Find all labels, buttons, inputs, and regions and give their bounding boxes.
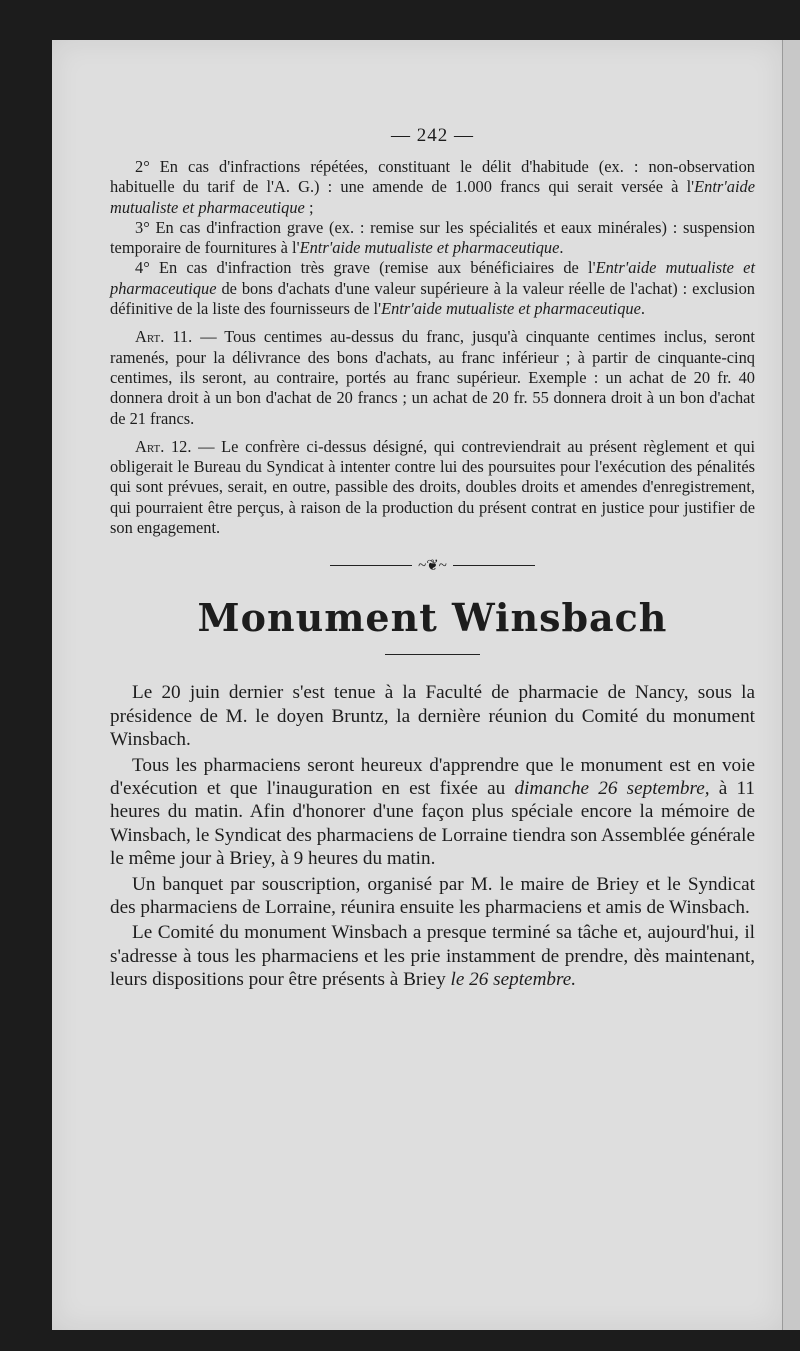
section-title: Monument Winsbach	[197, 595, 668, 641]
body-paragraph-1: Le 20 juin dernier s'est tenue à la Faculté de pharmacie de Nancy, sous la présidence de M. le doyen Bruntz, la dernière réunion du Comité du monument Winsbach.	[110, 682, 755, 751]
next-page-edge	[782, 40, 800, 1330]
article-body	[110, 681, 755, 991]
article-12: Art. 12. — Le confrère ci-dessus désigné, qui contreviendrait au présent règlement et qui obligerait le Bureau du Syndicat à intenter contre lui des poursuites pour l'exécution des pénalités qui sont prévues, serait, en outre, passible des droits, doubles droits et amendes d'enregistrement, qui pourraient être perçus, à raison de la production du présent contrat en justice pour justifier de son engagement.	[110, 436, 755, 538]
page-number: — 242 —	[391, 125, 474, 146]
regulation-text	[110, 157, 755, 538]
page-content	[110, 125, 755, 992]
paragraph-3: 3° En cas d'infraction grave (ex. : remise sur les spécialités et eaux minérales) : suspension temporaire de fournitures à l'Entr'aide mutualiste et pharmaceutique.	[110, 217, 755, 258]
fleuron-icon: ~❦~	[418, 558, 447, 575]
paragraph-2: 2° En cas d'infractions répétées, constituant le délit d'habitude (ex. : non-observation habituelle du tarif de l'A. G.) : une amende de 1.000 francs qui serait versée à l'Entr'aide mutualiste et pharmaceutique ;	[110, 157, 755, 217]
body-paragraph-2: Tous les pharmaciens seront heureux d'apprendre que le monument est en voie d'exécution et que l'inauguration en est fixée au dimanche 26 septembre, à 11 heures du matin. Afin d'honorer d'une façon plus spéciale encore la mémoire de Winsbach, le Syndicat des pharmaciens de Lorraine tiendra son Assemblée générale le même jour à Briey, à 9 heures du matin.	[110, 754, 755, 870]
article-11: Art. 11. — Tous centimes au-dessus du franc, jusqu'à cinquante centimes inclus, seront ramenés, pour la délivrance des bons d'achats, au franc inférieur ; à partir de cinquante-cinq centimes, ils seront, au contraire, portés au franc supérieur. Exemple : un achat de 20 fr. 40 donnera droit à un bon d'achat de 20 francs ; un achat de 20 fr. 55 donnera droit à un bon d'achat de 21 francs.	[110, 327, 755, 428]
paragraph-4: 4° En cas d'infraction très grave (remise aux bénéficiaires de l'Entr'aide mutualiste et pharmaceutique de bons d'achats d'une valeur supérieure à la valeur réelle de l'achat) : exclusion définitive de la liste des fournisseurs de l'Entr'aide mutualiste et pharmaceutique.	[110, 258, 755, 319]
body-paragraph-4: Le Comité du monument Winsbach a presque terminé sa tâche et, aujourd'hui, il s'adresse à tous les pharmaciens et les prie instamment de prendre, dès maintenant, leurs dispositions pour être présents à Briey le 26 septembre.	[110, 922, 755, 991]
title-rule	[385, 654, 480, 655]
ornamental-divider	[110, 556, 755, 575]
body-paragraph-3: Un banquet par souscription, organisé par M. le maire de Briey et le Syndicat des pharmaciens de Lorraine, réunira ensuite les pharmaciens et amis de Winsbach.	[110, 873, 755, 918]
article-label: Art. 11.	[135, 327, 193, 347]
article-label: Art. 12.	[135, 436, 192, 456]
